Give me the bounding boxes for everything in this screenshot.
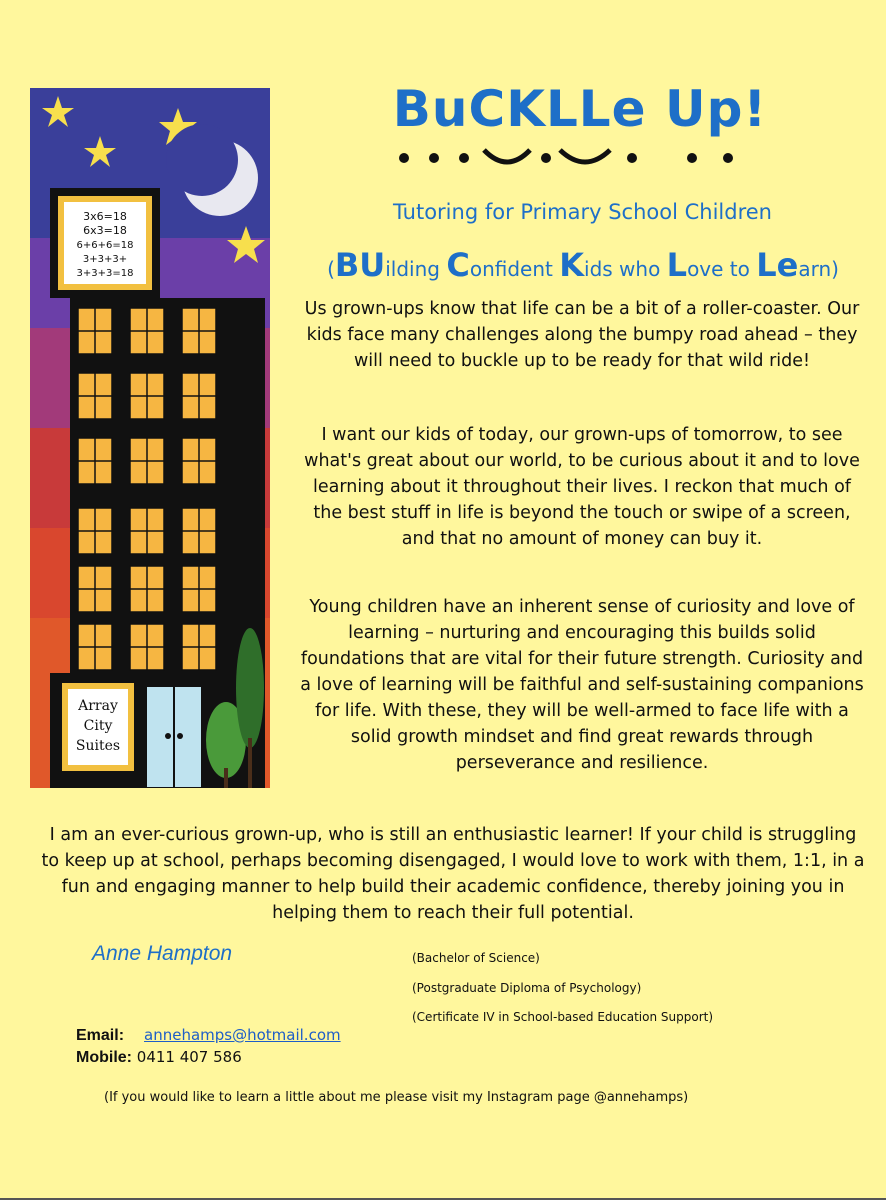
math-line: 3+3+3+ (82, 254, 128, 265)
shop-sign-line: Suites (75, 738, 121, 754)
mobile-row (76, 1048, 242, 1067)
acronym-letter: K (559, 246, 585, 284)
math-line: 3x6=18 (83, 210, 127, 223)
acronym-line: (BUilding Confident Kids who Love to Learn) (327, 246, 839, 284)
acronym-rest: ilding (385, 257, 447, 281)
building-artwork (30, 88, 270, 788)
tree-icon (236, 628, 264, 748)
shop-sign-line: Array (78, 698, 118, 714)
offer-paragraph: I am an ever-curious grown-up, who is still an enthusiastic learner! If your child is struggling to keep up at school, perhaps becoming disengaged, I would love to work with them, 1:1, in a fun and engaging manner to help build their academic confidence, thereby joining you in helping them to reach their full potential. (41, 825, 865, 923)
email-label: Email: (76, 1027, 125, 1044)
acronym-rest: ids who (584, 257, 667, 281)
author-name: Anne Hampton (92, 942, 233, 965)
smiley-decoration (392, 140, 752, 176)
email-link[interactable]: annehamps@hotmail.com (144, 1026, 341, 1044)
math-line: 6+6+6=18 (76, 240, 134, 251)
acronym-rest: ove to (687, 257, 757, 281)
mobile-number: 0411 407 586 (136, 1048, 242, 1066)
subtitle: Tutoring for Primary School Children (393, 200, 772, 224)
instagram-note: (If you would like to learn a little about me please visit my Instagram page @annehamps) (104, 1090, 689, 1105)
qualification: (Postgraduate Diploma of Psychology) (412, 981, 642, 995)
qualification: (Bachelor of Science) (412, 951, 540, 965)
mobile-label: Mobile: (76, 1049, 132, 1066)
math-line: 6x3=18 (83, 224, 127, 237)
acronym-rest: onfident (469, 257, 560, 281)
acronym-letter: C (446, 246, 470, 284)
curiosity-paragraph: Young children have an inherent sense of curiosity and love of learning – nurturing and encouraging this builds solid foundations that are vital for their future strength. Curiosity and a love of learning will be faithful and self-sustaining companions for life. With these, they will be well-armed to face life with a solid growth mindset and find great rewards through perseverance and resilience. (300, 597, 864, 773)
email-row (76, 1026, 341, 1045)
acronym-letter: L (666, 246, 688, 284)
acronym-letter: BU (334, 246, 386, 284)
philosophy-paragraph: I want our kids of today, our grown-ups of tomorrow, to see what's great about our world, to be curious about it and to love learning about it throughout their lives. I reckon that much of the best stuff in life is beyond the touch or swipe of a screen, and that no amount of money can buy it. (304, 425, 860, 549)
math-line: 3+3+3=18 (76, 268, 134, 279)
acronym-rest: arn) (798, 257, 839, 281)
page-title: BuCKLLe Up! (392, 80, 768, 138)
intro-paragraph: Us grown-ups know that life can be a bit of a roller-coaster. Our kids face many challenges along the bumpy road ahead – they will need to buckle up to be ready for that wild ride! (304, 299, 860, 371)
shop-sign-line: City (83, 718, 113, 734)
qualification: (Certificate IV in School-based Education Support) (412, 1010, 714, 1024)
acronym-letter: Le (756, 246, 799, 284)
